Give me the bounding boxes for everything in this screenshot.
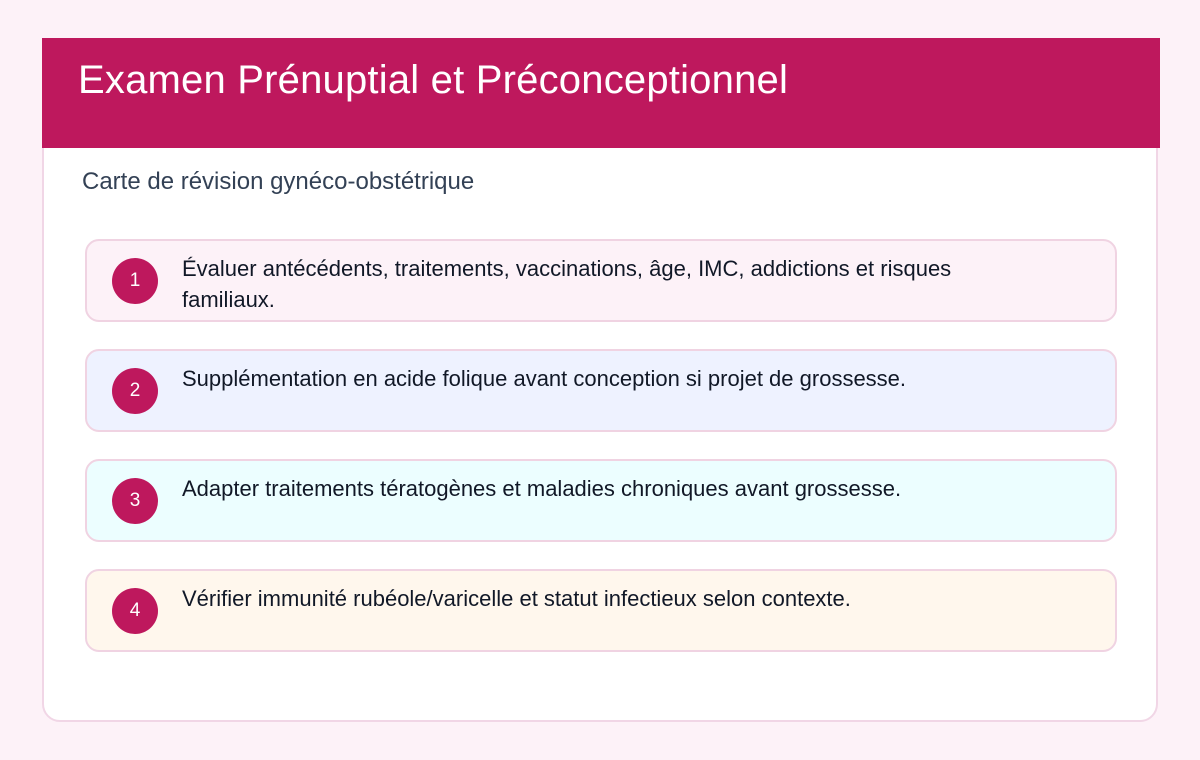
item-number-badge: 3 <box>112 478 158 524</box>
list-item <box>85 569 1117 652</box>
revision-card <box>42 38 1158 722</box>
item-number-badge: 2 <box>112 368 158 414</box>
page-title: Examen Prénuptial et Préconceptionnel <box>78 58 789 102</box>
item-text: Adapter traitements tératogènes et maladies chroniques avant grossesse. <box>182 476 902 501</box>
item-number-badge: 4 <box>112 588 158 634</box>
list-item <box>85 239 1117 322</box>
list-item <box>85 349 1117 432</box>
item-number-badge: 1 <box>112 258 158 304</box>
item-text: Supplémentation en acide folique avant conception si projet de grossesse. <box>182 366 907 391</box>
list-item <box>85 459 1117 542</box>
card-subtitle: Carte de révision gynéco-obstétrique <box>82 168 475 195</box>
card-header <box>42 38 1160 148</box>
item-text: Évaluer antécédents, traitements, vaccinations, âge, IMC, addictions et risques familiaux. <box>182 256 952 312</box>
item-text: Vérifier immunité rubéole/varicelle et statut infectieux selon contexte. <box>182 586 851 611</box>
checklist <box>85 239 1117 679</box>
